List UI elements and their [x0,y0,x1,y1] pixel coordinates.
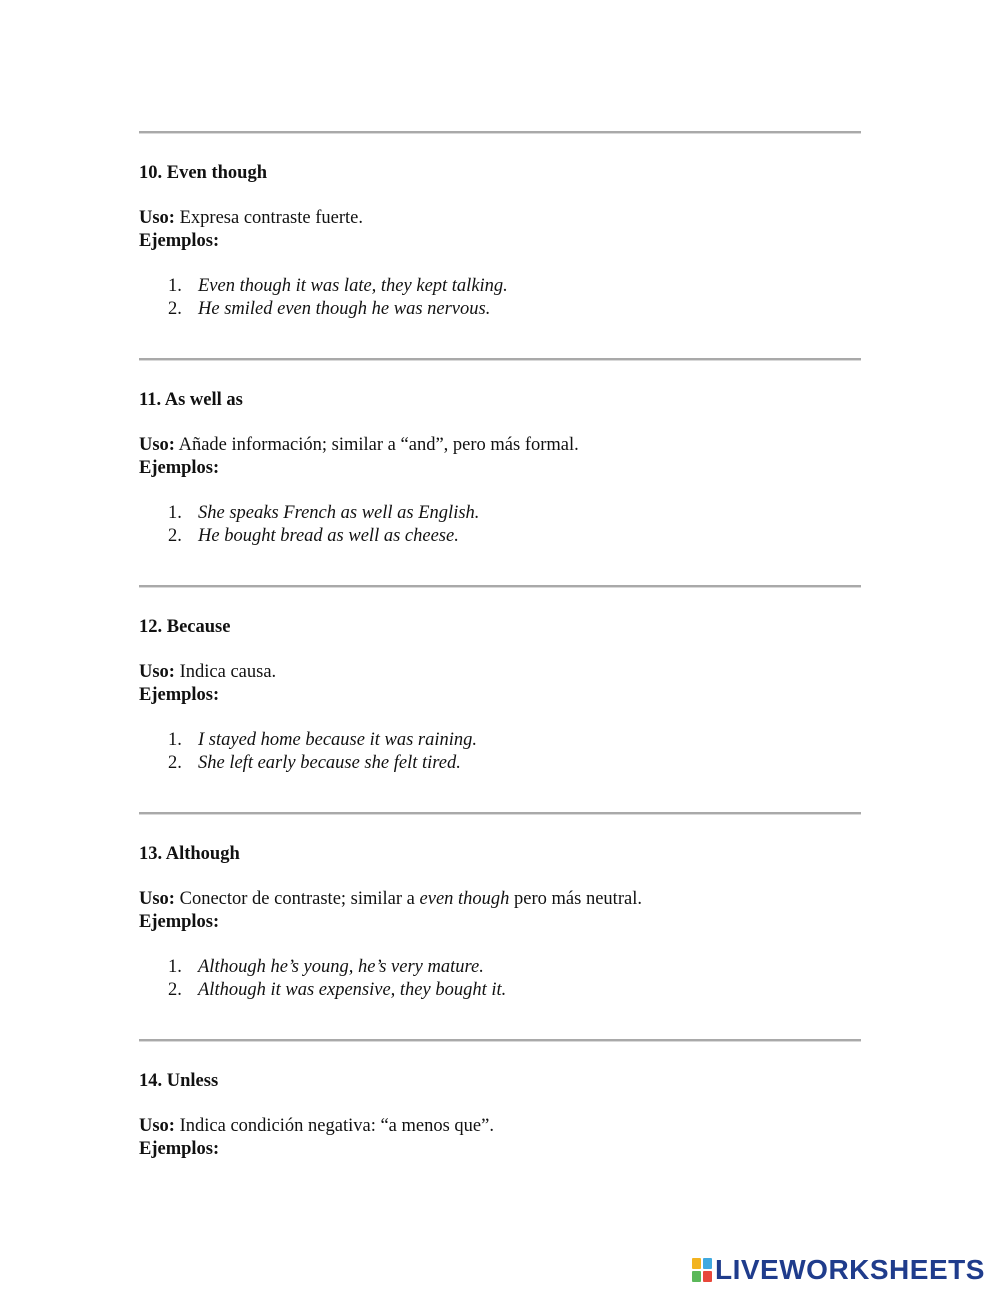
uso-line [139,888,861,911]
uso-text-after: pero más neutral. [509,889,642,909]
uso-label: Uso: [139,662,175,682]
list-item-text: Although he’s young, he’s very mature. [198,957,484,977]
list-item [139,275,861,298]
divider [139,1039,861,1042]
list-item-text: I stayed home because it was raining. [198,730,477,750]
list-item-text: Even though it was late, they kept talking. [198,276,508,296]
uso-line [139,207,861,230]
list-item-number: 2. [168,753,182,773]
section-as-well-as [139,389,861,548]
uso-label: Uso: [139,1116,175,1136]
examples-list [139,956,861,1002]
list-item-text: He bought bread as well as cheese. [198,526,459,546]
section-heading: 14. Unless [139,1071,219,1091]
list-item-number: 2. [168,526,182,546]
divider [139,585,861,588]
section-unless [139,1070,861,1161]
logo-text: LIVEWORKSHEETS [715,1254,985,1285]
list-item-text: She left early because she felt tired. [198,753,461,773]
liveworksheets-logo-icon [692,1258,712,1282]
ejemplos-label: Ejemplos: [139,231,220,251]
section-although [139,843,861,1002]
list-item [139,298,861,321]
ejemplos-label: Ejemplos: [139,685,220,705]
uso-text-before: Conector de contraste; similar a [174,889,420,909]
list-item-number: 1. [168,503,182,523]
uso-label: Uso: [139,208,175,228]
divider [139,131,861,134]
logo-icon-square [692,1271,701,1282]
logo-icon-square [703,1258,712,1269]
ejemplos-label: Ejemplos: [139,1139,220,1159]
uso-text: Indica condición negativa: “a menos que”. [174,1116,494,1136]
section-heading: 13. Although [139,844,240,864]
list-item-number: 1. [168,730,182,750]
examples-list [139,502,861,548]
list-item [139,525,861,548]
liveworksheets-logo [692,1256,985,1284]
uso-text: Indica causa. [174,662,277,682]
uso-text: Añade información; similar a “and”, pero más formal. [174,435,579,455]
section-even-though [139,162,861,321]
uso-text: Expresa contraste fuerte. [174,208,363,228]
ejemplos-label: Ejemplos: [139,458,220,478]
uso-line [139,434,861,457]
list-item-number: 2. [168,980,182,1000]
uso-label: Uso: [139,435,175,455]
logo-icon-square [692,1258,701,1269]
list-item-number: 2. [168,299,182,319]
ejemplos-label: Ejemplos: [139,912,220,932]
uso-line [139,1115,861,1138]
uso-line [139,661,861,684]
list-item-number: 1. [168,276,182,296]
list-item-number: 1. [168,957,182,977]
list-item [139,502,861,525]
list-item [139,956,861,979]
logo-icon-square [703,1271,712,1282]
uso-text-italic: even though [419,889,510,909]
list-item-text: He smiled even though he was nervous. [198,299,491,319]
examples-list [139,729,861,775]
section-heading: 11. As well as [139,390,243,410]
list-item-text: She speaks French as well as English. [198,503,480,523]
section-because [139,616,861,775]
section-heading: 12. Because [139,617,231,637]
examples-list [139,275,861,321]
list-item [139,752,861,775]
divider [139,812,861,815]
divider [139,358,861,361]
list-item [139,729,861,752]
section-heading: 10. Even though [139,163,267,183]
list-item-text: Although it was expensive, they bought it. [198,980,507,1000]
list-item [139,979,861,1002]
uso-label: Uso: [139,889,175,909]
